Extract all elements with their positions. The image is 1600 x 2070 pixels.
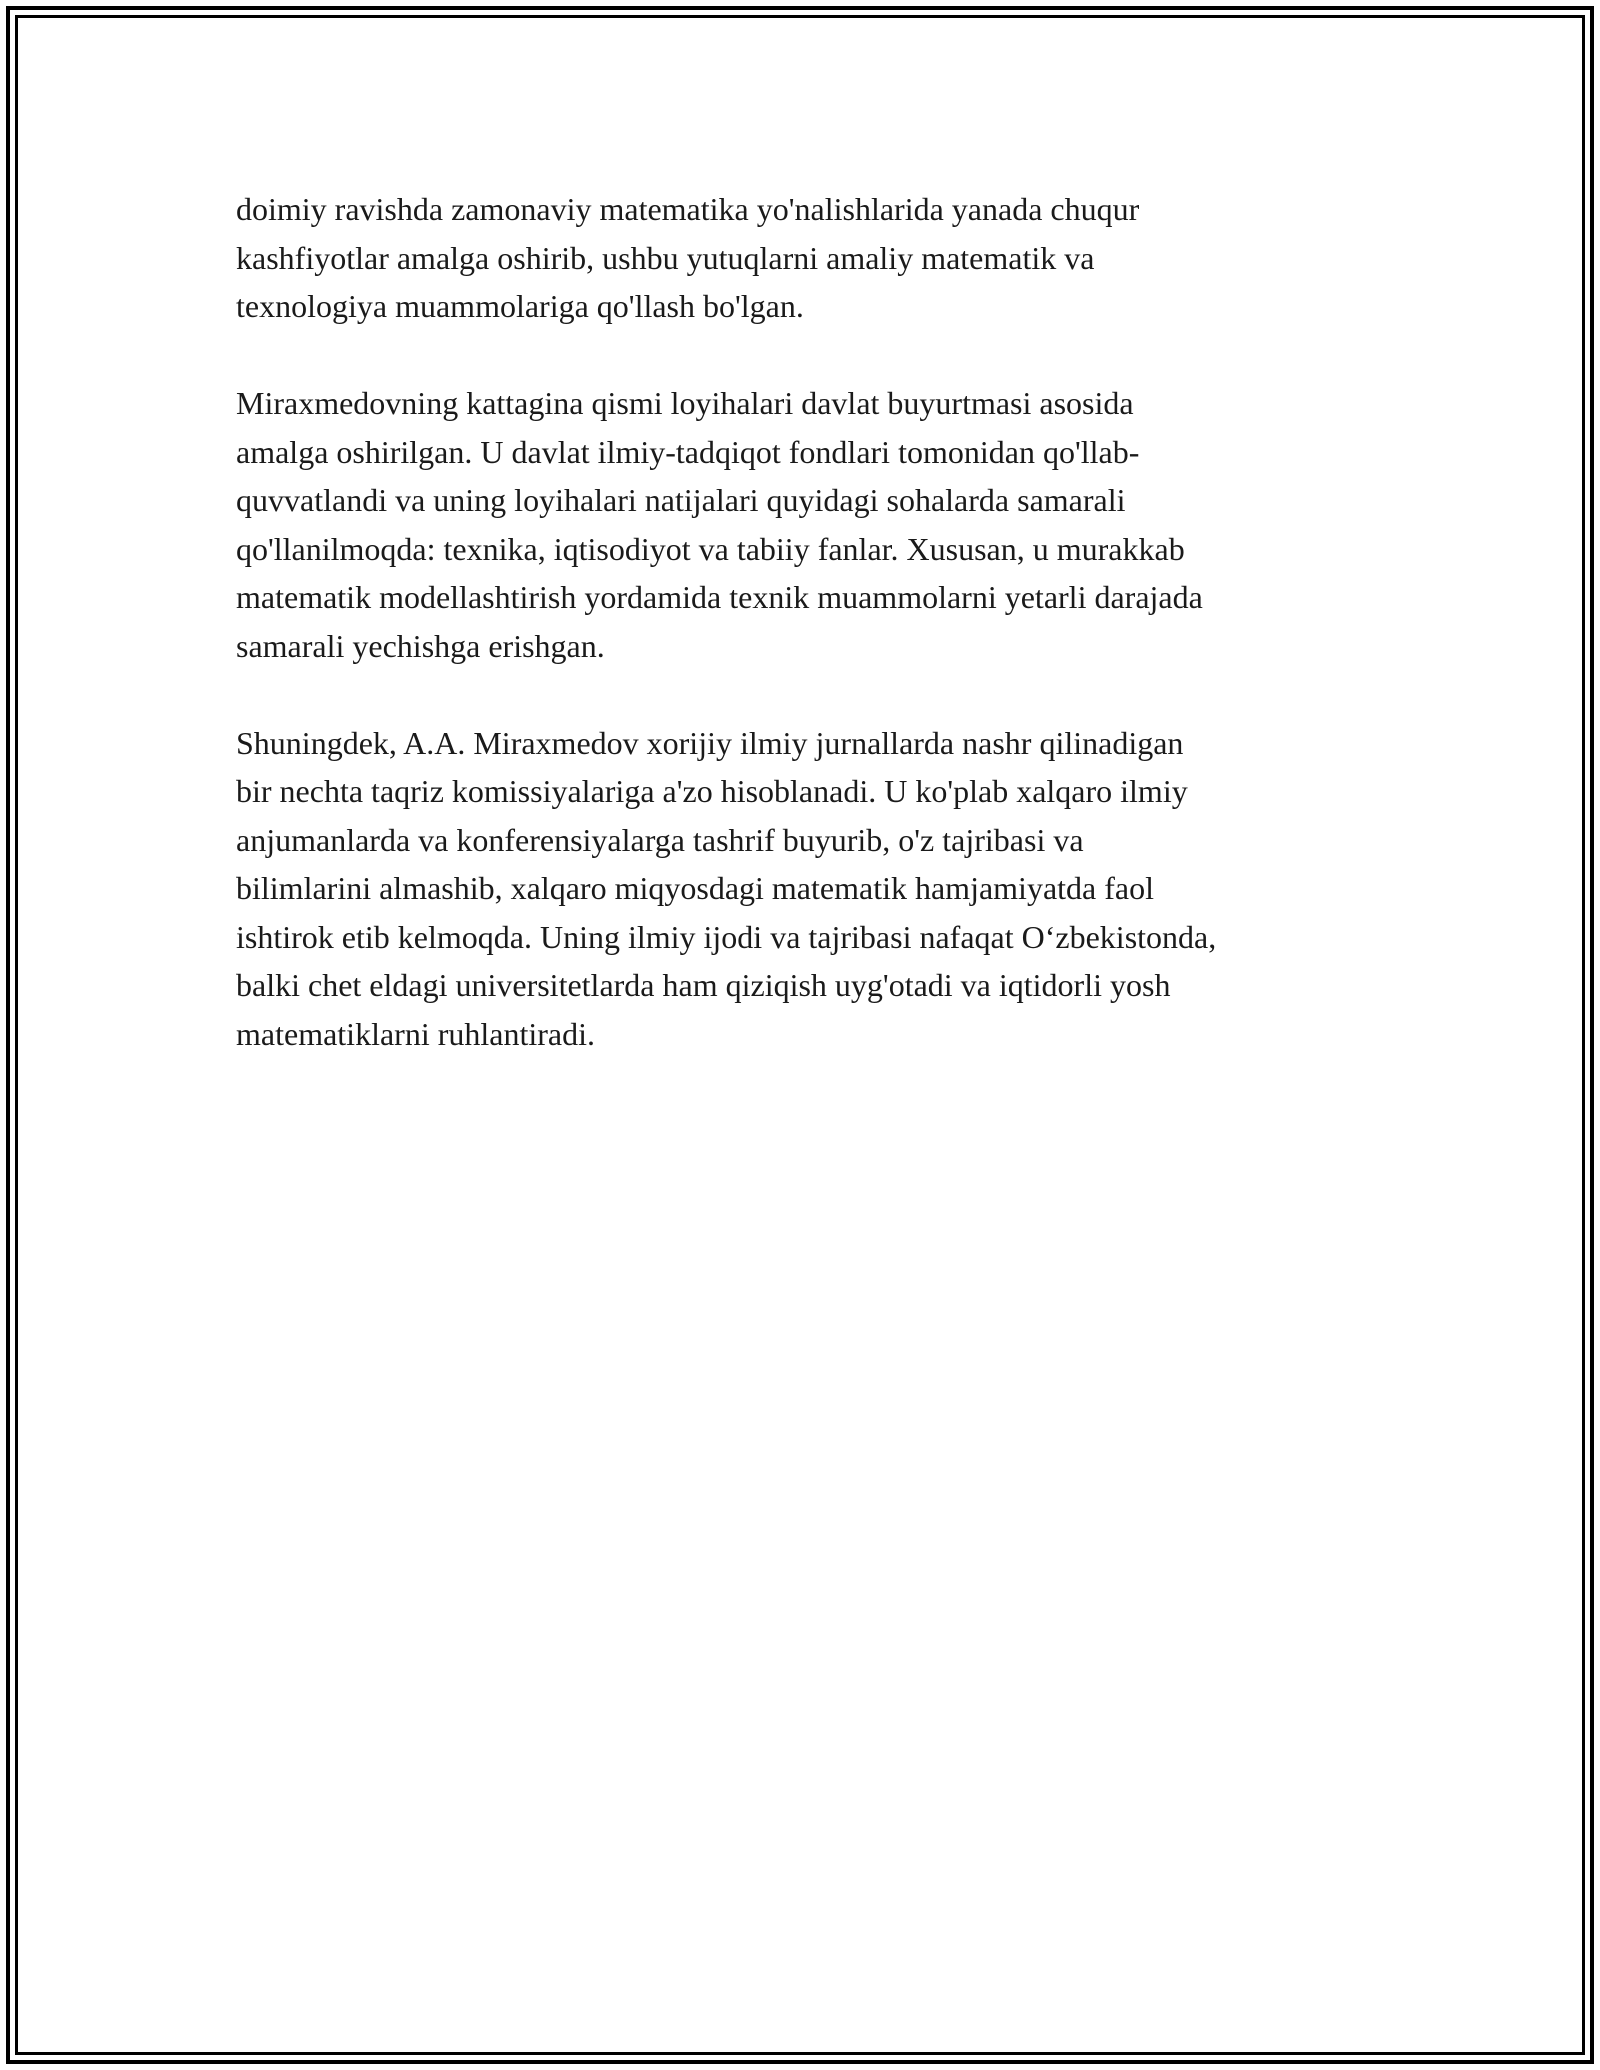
paragraph-1 [236, 185, 1366, 331]
text-line: samarali yechishga erishgan. [236, 627, 605, 664]
text-line: bilimlarini almashib, xalqaro miqyosdagi matematik hamjamiyatda faol [236, 870, 1154, 906]
text-line: qo'llanilmoqda: texnika, iqtisodiyot va tabiiy fanlar. Xususan, u murakkab [236, 530, 1185, 567]
text-line: anjumanlarda va konferensiyalarga tashrif buyurib, o'z tajribasi va [236, 821, 1084, 858]
text-line: amalga oshirilgan. U davlat ilmiy-tadqiqot fondlari tomonidan qo'llab- [236, 433, 1140, 470]
paragraph-3 [236, 719, 1366, 1059]
text-line: Miraxmedovning kattagina qismi loyihalari davlat buyurtmasi asosida [236, 385, 1134, 421]
text-line: balki chet eldagi universitetlarda ham qiziqish uyg'otadi va iqtidorli yosh [236, 967, 1171, 1003]
text-line: matematik modellashtirish yordamida texnik muammolarni yetarli darajada [236, 579, 1203, 615]
text-line: Shuningdek, A.A. Miraxmedov xorijiy ilmiy jurnallarda nashr qilinadigan [236, 724, 1184, 761]
document-body [236, 185, 1366, 1107]
text-line: texnologiya muammolariga qo'llash bo'lgan. [236, 288, 804, 324]
text-line: doimiy ravishda zamonaviy matematika yo'nalishlarida yanada chuqur [236, 191, 1140, 227]
text-line: quvvatlandi va uning loyihalari natijalari quyidagi sohalarda samarali [236, 482, 1126, 518]
paragraph-2 [236, 379, 1366, 670]
text-line: bir nechta taqriz komissiyalariga a'zo hisoblanadi. U ko'plab xalqaro ilmiy [236, 773, 1188, 809]
text-line: matematiklarni ruhlantiradi. [236, 1015, 595, 1052]
text-line: kashfiyotlar amalga oshirib, ushbu yutuqlarni amaliy matematik va [236, 239, 1095, 276]
text-line: ishtirok etib kelmoqda. Uning ilmiy ijodi va tajribasi nafaqat O‘zbekistonda, [236, 918, 1217, 955]
